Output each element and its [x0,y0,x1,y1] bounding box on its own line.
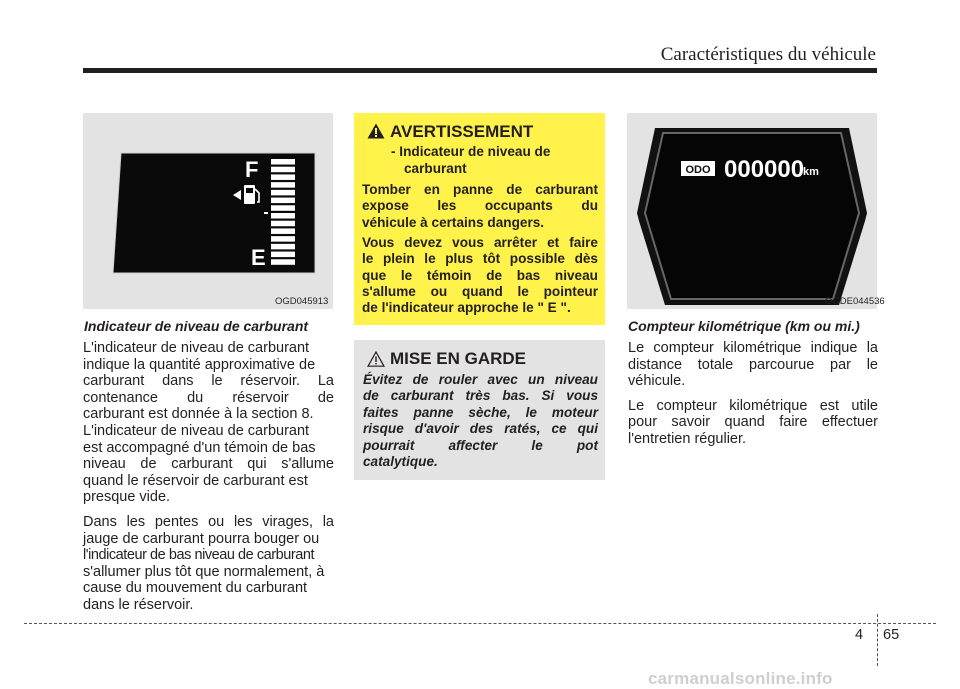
fuel-level-bar [271,228,295,234]
odometer-unit: km [803,166,819,178]
text-line: s'allumer plus tôt que normalement, à [83,563,325,580]
text-line: Dans les pentes ou les virages, la [83,513,334,530]
odometer-illustration [627,113,877,309]
fuel-level-bar [271,190,295,196]
text-line: presque vide. [83,489,171,506]
odometer-figure [627,113,877,309]
odometer-paragraph-1 [628,340,878,390]
fuel-gauge-illustration [83,113,333,309]
text-line: véhicule. [628,373,686,390]
text-line: L'indicateur de niveau de carburant [83,422,310,439]
text-line: quand le réservoir de carburant est [83,472,308,489]
text-line: Le compteur kilométrique est utile [628,397,878,414]
text-line: Évitez de rouler avec un niveau [363,372,598,387]
text-line: L'indicateur de niveau de carburant [83,340,310,356]
warning-title: AVERTISSEMENT [390,122,534,141]
odometer-value: 000000 [724,156,805,183]
text-line: le plein le plus tôt possible dès [362,251,598,267]
text-line: véhicule à certains dangers. [362,214,545,230]
fuel-half-tick [264,212,268,214]
text-line: de carburant très bas. Si vous [363,388,598,404]
text-line: que le témoin de bas niveau [362,267,598,283]
fuel-empty-label: E [251,245,266,270]
figure-code-fuel: OGD045913 [275,296,329,307]
fuel-level-bar [271,244,295,250]
header-title: Caractéristiques du véhicule [660,44,876,65]
fuel-full-label: F [245,157,259,182]
fuel-gauge-paragraph-1 [83,340,334,506]
warning-subtitle [391,144,596,177]
text-line: de l'indicateur approche le " E ". [362,300,571,316]
footer-divider [877,614,878,666]
text-line: Le compteur kilométrique indique la [628,340,878,356]
fuel-gauge-figure [83,113,333,309]
text-line: Tomber en panne de carburant [362,182,598,197]
warning-paragraph-2 [362,235,598,316]
text-line: contenance du réservoir de [83,389,334,406]
text-line: indique la quantité approximative de [83,356,316,373]
fuel-level-bar [271,198,295,204]
text-line: expose les occupants du [362,198,598,214]
warning-box [354,113,605,325]
text-line: risque d'avoir des ratés, ce qui [363,421,598,437]
caution-paragraph [363,372,598,470]
warning-subtitle-line-2: carburant [404,160,467,176]
text-line: pour savoir quand faire effectuer [628,414,878,431]
text-line: niveau de carburant qui s'allume [83,456,334,473]
warning-subtitle-line-1: - Indicateur de niveau de [391,144,551,159]
text-line: distance totale parcourue par le [628,356,878,373]
text-line: cause du mouvement du carburant [83,580,308,597]
header-rule [83,68,877,73]
fuel-level-bar [271,259,295,265]
text-line: l'indicateur de bas niveau de carburant [83,547,315,564]
odometer-caption: Compteur kilométrique (km ou mi.) [628,318,860,334]
text-line: s'allume ou quand le pointeur [362,283,598,299]
fuel-level-bar [271,174,295,180]
warning-triangle-icon [367,123,385,139]
text-line: carburant dans le réservoir. La [83,373,334,390]
caution-triangle-icon [367,351,385,367]
text-line: dans le réservoir. [83,596,194,613]
odometer-text [628,340,878,448]
text-line: l'entretien régulier. [628,430,747,447]
text-line: faites panne sèche, le moteur [363,404,598,420]
fuel-level-bar [271,236,295,242]
chapter-number: 4 [855,627,864,643]
figure-code-odometer: OGDE044536 [825,296,885,307]
fuel-level-bar [271,252,295,258]
caution-box [354,340,605,480]
fuel-level-bar [271,182,295,188]
warning-paragraph-1 [362,182,598,231]
text-line: Vous devez vous arrêter et faire [362,235,598,250]
text-line: est accompagné d'un témoin de bas [83,439,316,456]
watermark: carmanualsonline.info [648,669,833,688]
text-line: pourrait affecter le pot [363,437,598,453]
fuel-gauge-paragraph-2 [83,514,334,614]
footer-rule [24,623,936,624]
odo-tag: ODO [685,164,711,176]
text-line: catalytique. [363,454,438,470]
fuel-level-bar [271,167,295,173]
fuel-level-bar [271,213,295,219]
odometer-paragraph-2 [628,398,878,448]
fuel-level-bar [271,205,295,211]
page-number: 65 [883,627,900,643]
fuel-level-bar [271,159,295,165]
fuel-level-bar [271,221,295,227]
fuel-gauge-caption: Indicateur de niveau de carburant [84,318,309,334]
text-line: carburant est donnée à la section 8. [83,406,314,423]
text-line: jauge de carburant pourra bouger ou [83,530,320,547]
fuel-gauge-text [83,340,334,614]
caution-title: MISE EN GARDE [390,349,527,368]
